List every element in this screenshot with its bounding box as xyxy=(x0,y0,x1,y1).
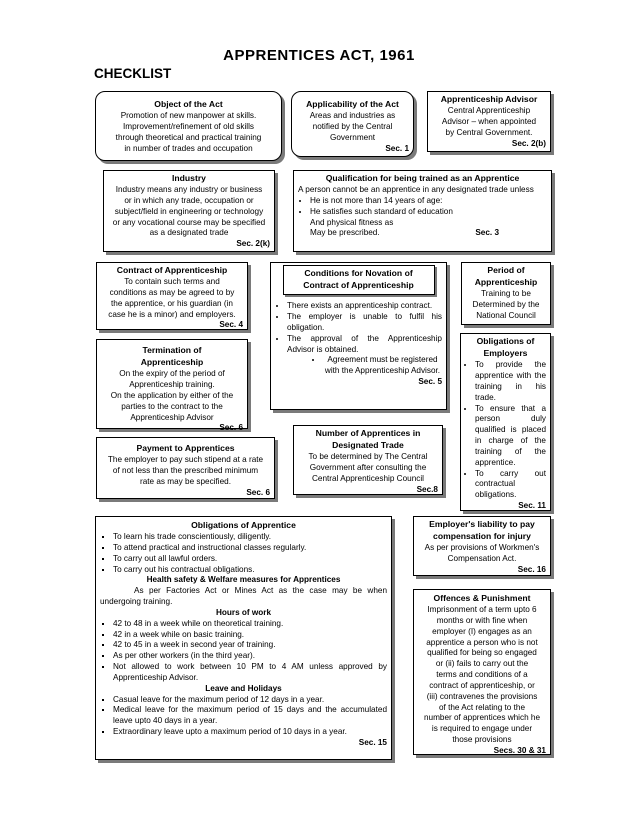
termination-line: parties to the contract to the xyxy=(121,401,223,411)
novation-item: • The employer is unable to fulfil his obligation. xyxy=(287,312,442,334)
termination-line: Apprenticeship training. xyxy=(129,380,215,390)
industry-line: subject/field in engineering or technology xyxy=(114,206,264,216)
page-title: APPRENTICES ACT, 1961 xyxy=(223,47,415,64)
contract-line: To contain such terms and xyxy=(124,277,220,287)
offences-line: (iii) contravenes the provisions xyxy=(426,691,538,701)
apprentice-obligations-section: Sec. 15 xyxy=(358,737,387,747)
termination-heading: Termination of xyxy=(142,345,202,355)
number-of-apprentices-box xyxy=(293,425,443,495)
apprenticeship-advisor-box xyxy=(427,91,551,152)
industry-line: Industry means any industry or business xyxy=(115,185,263,195)
object-heading: Object of the Act xyxy=(154,99,223,109)
novation-heading: Conditions for Novation of xyxy=(304,268,413,278)
payment-section: Sec. 6 xyxy=(246,487,270,497)
employer-obligations-section: Sec. 11 xyxy=(518,501,546,511)
hours-item: ▪ 42 to 48 in a week while on theoretical training. xyxy=(113,619,387,630)
termination-line: On the expiry of the period of xyxy=(119,369,225,379)
payment-box xyxy=(96,437,275,499)
offences-line: apprentice a person who is not xyxy=(426,637,538,647)
termination-heading: Apprenticeship xyxy=(140,357,204,368)
offences-box xyxy=(413,589,551,755)
applicability-section: Sec. 1 xyxy=(385,143,409,153)
hours-item: ▪ Not allowed to work between 10 PM to 4 AM unless approved by Apprenticeship Advisor. xyxy=(113,662,387,684)
qualification-list xyxy=(298,196,547,218)
leave-item: ▪ Medical leave for the maximum period of 15 days and the accumulated leave upto 40 days in a year. xyxy=(113,705,387,727)
novation-inner-list xyxy=(275,355,442,377)
applicability-line: notified by the Central xyxy=(312,122,393,131)
industry-line: as a designated trade xyxy=(149,228,229,238)
object-line: Promotion of new manpower at skills. xyxy=(120,111,257,121)
period-line: Determined by the xyxy=(472,300,540,310)
novation-heading: Contract of Apprenticeship xyxy=(303,280,414,291)
offences-line: qualified for being so engaged xyxy=(427,648,537,658)
payment-line: The employer to pay such stipend at a rate xyxy=(107,455,264,465)
offences-line: those provisions xyxy=(452,735,512,745)
applicability-line: Government xyxy=(329,132,376,142)
novation-heading-box xyxy=(283,265,435,295)
offences-line: employer (I) engages as an xyxy=(432,626,532,636)
novation-box xyxy=(270,262,447,410)
number-line: To be determined by The Central xyxy=(308,452,428,462)
termination-box xyxy=(96,339,248,433)
number-heading: Designated Trade xyxy=(332,440,404,451)
employer-obligations-heading: Employers xyxy=(483,348,528,359)
advisor-line: by Central Government. xyxy=(445,127,533,137)
industry-line: or any vocational course may be specified xyxy=(112,217,266,227)
payment-line: of not less than the prescribed minimum xyxy=(112,466,259,475)
health-safety-text: As per Factories Act or Mines Act as the case may be when undergoing training. xyxy=(100,586,387,607)
apprentice-obligations-list xyxy=(100,532,387,575)
employer-obligation-item: • To ensure that a person duly qualified is placed in charge of the training of the apprentice. xyxy=(475,404,546,469)
offences-line: number of apprentices which he xyxy=(423,713,541,723)
object-line: in number of trades and occupation xyxy=(124,143,253,153)
qualification-item: • He is not more than 14 years of age: xyxy=(310,196,547,207)
liability-heading: Employer's liability to pay xyxy=(429,519,535,529)
novation-item: • The approval of the Apprenticeship Advisor is obtained. xyxy=(287,334,442,356)
contract-line: the apprentice, or his guardian (in xyxy=(111,298,233,308)
industry-section: Sec. 2(k) xyxy=(236,239,270,249)
applicability-heading: Applicability of the Act xyxy=(306,99,399,109)
hours-item: ▪ 42 in a week while on basic training. xyxy=(113,630,387,641)
qualification-box xyxy=(293,170,552,252)
number-section: Sec.8 xyxy=(416,484,438,494)
apprentice-obligation-item: ▪ To attend practical and instructional classes regularly. xyxy=(113,543,387,554)
qualification-item: • He satisfies such standard of education xyxy=(310,207,547,218)
leave-item: ▪ Extraordinary leave upto a maximum period of 10 days in a year. xyxy=(113,727,387,738)
novation-section: Sec. 5 xyxy=(418,377,442,387)
qualification-continued: May be prescribed. xyxy=(310,228,380,238)
apprentice-obligation-item: ▪ To learn his trade conscientiously, diligently. xyxy=(113,532,387,543)
leave-item: ▪ Casual leave for the maximum period of 12 days in a year. xyxy=(113,695,387,706)
industry-box xyxy=(103,170,275,252)
contract-section: Sec. 4 xyxy=(219,320,243,330)
hours-of-work-list xyxy=(100,619,387,684)
health-safety-heading: Health safety & Welfare measures for Apprentices xyxy=(146,575,341,585)
termination-line: Apprenticeship Advisor xyxy=(130,412,214,422)
offences-line: months or with fine when xyxy=(436,616,528,625)
novation-item: • There exists an apprenticeship contract. xyxy=(287,301,442,312)
qualification-heading: Qualification for being trained as an Apprentice xyxy=(325,173,520,183)
offences-heading: Offences & Punishment xyxy=(433,593,531,603)
contract-line: case he is a minor) and employers. xyxy=(108,309,236,319)
apprentice-obligation-item: ▪ To carry out his contractual obligations. xyxy=(113,565,387,576)
qualification-continued: And physical fitness as xyxy=(310,217,394,227)
payment-heading: Payment to Apprentices xyxy=(136,443,235,453)
advisor-line: Advisor – when appointed xyxy=(441,117,537,126)
offences-line: is required to engage under xyxy=(431,724,533,734)
period-line: Training to be xyxy=(481,289,531,299)
contract-line: conditions as may be agreed to by xyxy=(109,288,235,297)
number-line: Central Apprenticeship Council xyxy=(312,474,424,483)
advisor-section: Sec. 2(b) xyxy=(511,138,546,148)
liability-heading: compensation for injury xyxy=(433,531,531,542)
advisor-line: Central Apprenticeship xyxy=(447,106,531,116)
qualification-section: Sec. 3 xyxy=(475,228,499,238)
employer-obligations-heading: Obligations of xyxy=(476,336,535,346)
offences-line: Imprisonment of a term upto 6 xyxy=(427,605,537,615)
object-of-act-box xyxy=(95,91,282,161)
employer-obligations-box xyxy=(460,333,551,511)
offences-line: terms and conditions of a xyxy=(436,670,528,680)
industry-heading: Industry xyxy=(172,173,206,183)
qualification-intro: A person cannot be an apprentice in any designated trade unless xyxy=(298,185,534,195)
number-line: Government after consulting the xyxy=(309,463,427,473)
novation-inner-item: • Agreement must be registered with the Apprenticeship Advisor. xyxy=(323,355,442,377)
liability-line: Compensation Act. xyxy=(447,554,517,564)
leave-holidays-heading: Leave and Holidays xyxy=(205,683,282,693)
employer-obligation-item: • To provide the apprentice with the training in his trade. xyxy=(475,360,546,403)
liability-section: Sec. 16 xyxy=(517,565,546,574)
industry-line: or in which any trade, occupation or xyxy=(124,196,254,205)
payment-line: rate as may be specified. xyxy=(139,476,232,486)
applicability-line: Areas and industries as xyxy=(309,111,396,121)
apprentice-obligation-item: ▪ To carry out all lawful orders. xyxy=(113,554,387,565)
offences-line: of the Act relating to the xyxy=(438,702,526,712)
object-line: through theoretical and practical training xyxy=(115,132,262,142)
period-heading: Apprenticeship xyxy=(474,277,538,288)
contract-box xyxy=(96,262,248,330)
termination-section: Sec. 6 xyxy=(219,423,243,433)
applicability-box xyxy=(291,91,414,157)
period-heading: Period of xyxy=(487,265,525,275)
leave-holidays-list xyxy=(100,695,387,738)
hours-item: ▪ As per other workers (in the third year). xyxy=(113,651,387,662)
liability-line: As per provisions of Workmen's xyxy=(424,543,540,553)
hours-item: ▪ 42 to 45 in a week in second year of training. xyxy=(113,640,387,651)
employer-obligation-item: • To carry out contractual obligations. xyxy=(475,469,546,501)
advisor-heading: Apprenticeship Advisor xyxy=(440,94,538,104)
number-heading: Number of Apprentices in xyxy=(315,428,421,438)
offences-line: or (ii) fails to carry out the xyxy=(435,659,529,669)
novation-list xyxy=(275,301,442,355)
apprentice-obligations-heading: Obligations of Apprentice xyxy=(191,520,296,530)
object-line: Improvement/refinement of old skills xyxy=(122,122,255,131)
checklist-heading: CHECKLIST xyxy=(94,66,172,81)
offences-section: Secs. 30 & 31 xyxy=(493,745,546,755)
apprentice-obligations-box xyxy=(95,516,392,760)
period-box xyxy=(461,262,551,325)
termination-line: On the application by either of the xyxy=(110,391,234,400)
hours-of-work-heading: Hours of work xyxy=(215,607,272,617)
period-line: National Council xyxy=(476,311,536,320)
contract-heading: Contract of Apprenticeship xyxy=(116,265,228,275)
employer-obligations-list xyxy=(465,360,546,501)
offences-line: contract of apprenticeship, or xyxy=(429,680,535,690)
employer-liability-box xyxy=(413,516,551,576)
